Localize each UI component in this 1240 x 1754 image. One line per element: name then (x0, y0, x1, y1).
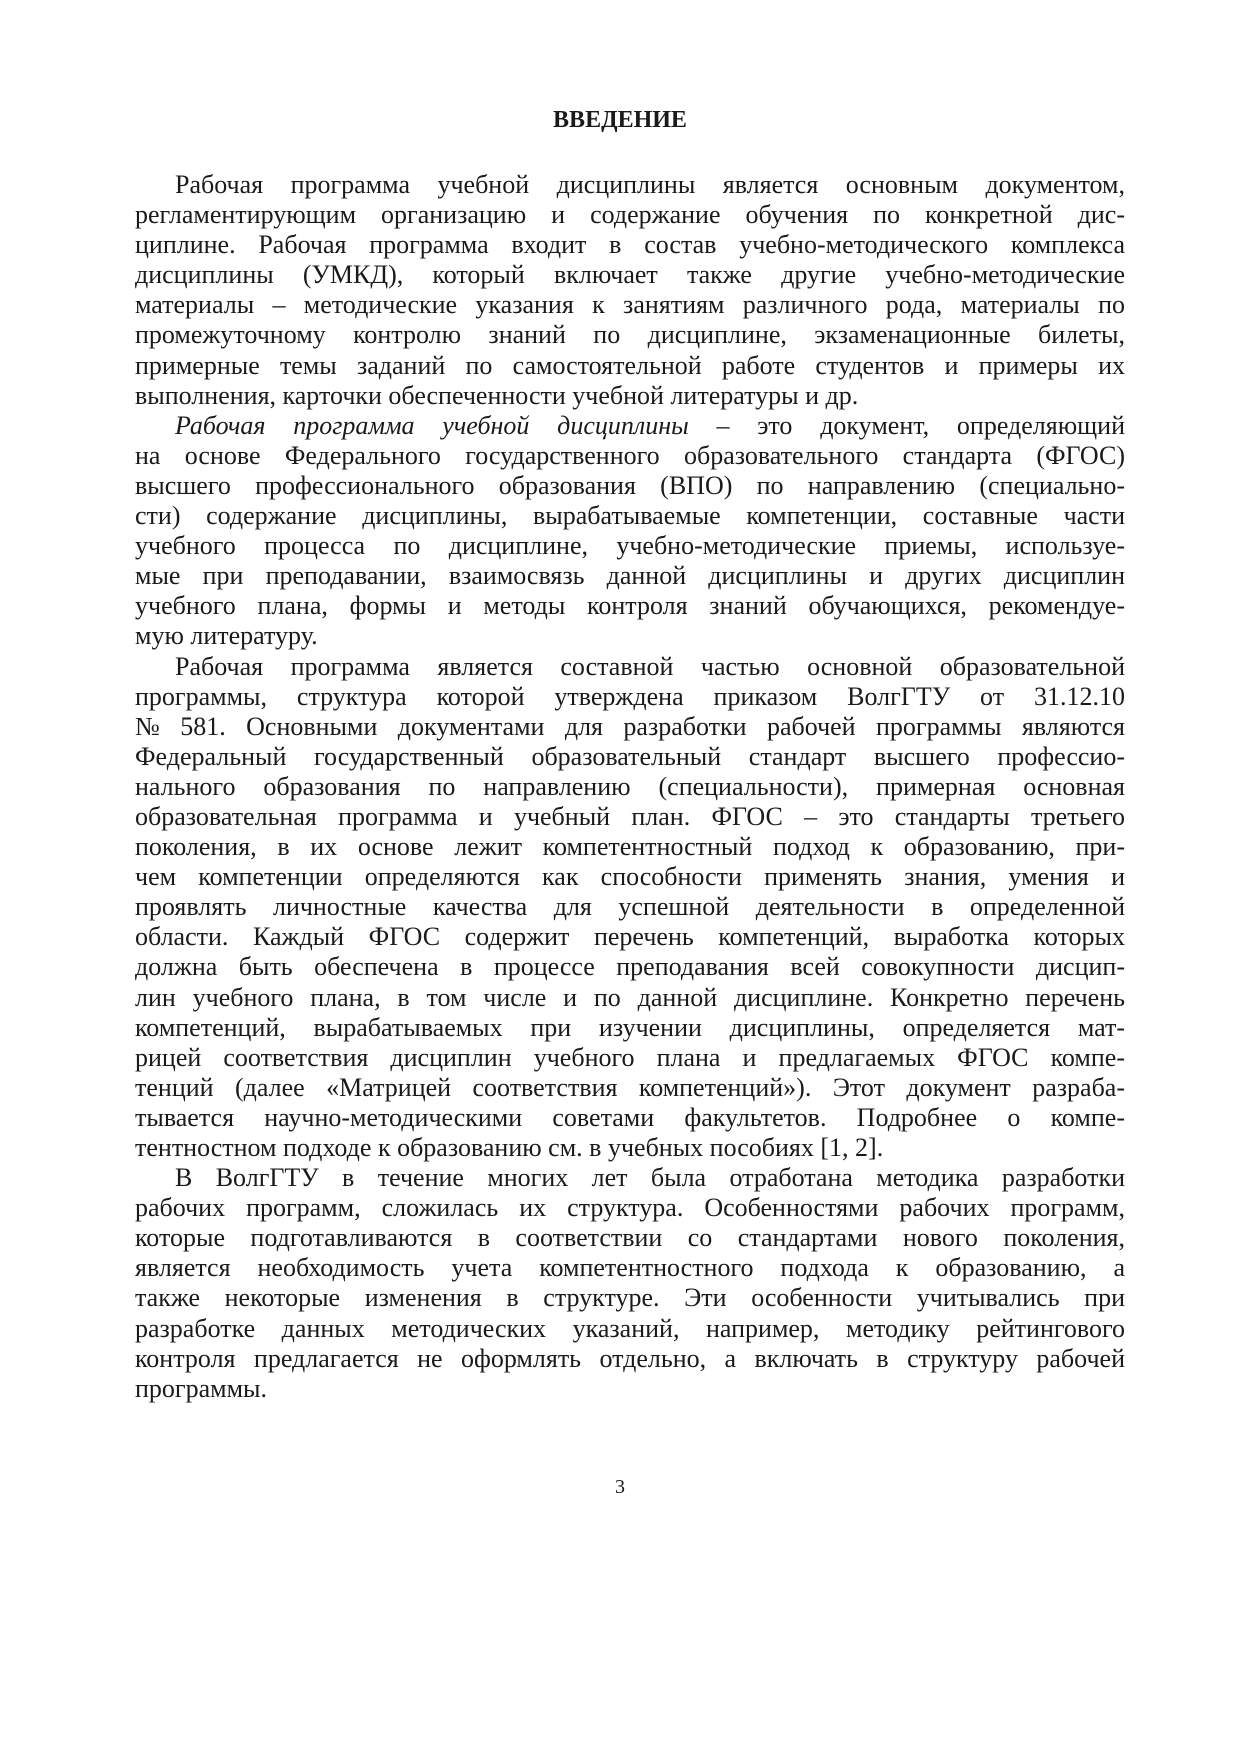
line-text: чем компетенции определяются как способности применять знания, умения и (135, 862, 1125, 892)
page-title: ВВЕДЕНИЕ (553, 107, 687, 133)
text-line (135, 351, 1125, 381)
text-line (135, 1253, 1125, 1283)
line-text: тывается научно-методическими советами факультетов. Подробнее о компе- (135, 1102, 1125, 1132)
line-text: поколения, в их основе лежит компетентностный подход к образованию, при- (135, 832, 1125, 862)
text-line (135, 712, 1125, 742)
line-text: мую литературу. (135, 621, 318, 651)
text-line (135, 260, 1125, 290)
line-text: материалы – методические указания к занятиям различного рода, материалы по (135, 290, 1125, 320)
text-line (135, 501, 1125, 531)
text-line (135, 922, 1125, 952)
text-line (135, 862, 1125, 892)
text-line (135, 591, 1125, 621)
line-text: выполнения, карточки обеспеченности учебной литературы и др. (135, 380, 859, 410)
line-text: рицей соответствия дисциплин учебного плана и предлагаемых ФГОС компе- (135, 1042, 1125, 1072)
line-text: мые при преподавании, взаимосвязь данной дисциплины и других дисциплин (135, 561, 1125, 591)
line-text: высшего профессионального образования (ВПО) по направлению (специально- (135, 470, 1125, 500)
text-line (135, 621, 1125, 651)
line-text: является необходимость учета компетентностного подхода к образованию, а (135, 1253, 1125, 1283)
line-text: программы. (135, 1373, 267, 1403)
text-line (135, 1223, 1125, 1253)
text-line (135, 772, 1125, 802)
line-text: образовательная программа и учебный план. ФГОС – это стандарты третьего (135, 801, 1125, 831)
line-text: компетенций, вырабатываемых при изучении дисциплины, определяется мат- (135, 1012, 1125, 1042)
text-line (135, 531, 1125, 561)
text-line (135, 170, 1125, 200)
text-line (135, 411, 1125, 441)
text-line (135, 1374, 1125, 1404)
text-line (135, 1163, 1125, 1193)
line-text: также некоторые изменения в структуре. Эти особенности учитывались при (135, 1283, 1125, 1313)
line-text: сти) содержание дисциплины, вырабатываемые компетенции, составные части (135, 501, 1125, 531)
line-text: на основе Федерального государственного образовательного стандарта (ФГОС) (135, 440, 1125, 470)
line-text: Рабочая программа учебной дисциплины является основным документом, (175, 170, 1125, 199)
line-text: В ВолгГТУ в течение многих лет была отработана методика разработки (175, 1163, 1125, 1193)
line-text: учебного процесса по дисциплине, учебно-методические приемы, используе- (135, 531, 1125, 561)
line-text: – это документ, определяющий (688, 410, 1126, 440)
text-line (135, 1013, 1125, 1043)
line-text: контроля предлагается не оформлять отдельно, а включать в структуру рабочей (135, 1343, 1125, 1373)
line-text: Федеральный государственный образовательный стандарт высшего профессио- (135, 741, 1125, 771)
page-number: 3 (615, 1476, 625, 1498)
text-line (135, 952, 1125, 982)
line-text: проявлять личностные качества для успешной деятельности в определенной (135, 892, 1125, 922)
line-text: должна быть обеспечена в процессе преподавания всей совокупности дисцип- (135, 952, 1125, 982)
text-line (135, 320, 1125, 350)
text-line (135, 1073, 1125, 1103)
text-line (135, 682, 1125, 712)
line-text: циплине. Рабочая программа входит в состав учебно-методического комплекса (135, 230, 1125, 260)
text-line (135, 802, 1125, 832)
text-line (135, 1283, 1125, 1313)
line-text: тенций (далее «Матрицей соответствия компетенций»). Этот документ разраба- (135, 1072, 1125, 1102)
text-line (135, 652, 1125, 682)
document-body (135, 170, 1125, 1404)
text-line (135, 1133, 1125, 1163)
line-text: примерные темы заданий по самостоятельной работе студентов и примеры их (135, 350, 1125, 380)
text-line (135, 200, 1125, 230)
text-line (135, 892, 1125, 922)
line-text: № 581. Основными документами для разработки рабочей программы являются (135, 711, 1125, 741)
text-line (135, 1193, 1125, 1223)
line-text: нального образования по направлению (специальности), примерная основная (135, 771, 1125, 801)
text-line (135, 561, 1125, 591)
line-text: лин учебного плана, в том числе и по данной дисциплине. Конкретно перечень (135, 982, 1125, 1012)
text-line (135, 983, 1125, 1013)
text-line (135, 742, 1125, 772)
text-line (135, 471, 1125, 501)
line-text: тентностном подходе к образованию см. в учебных пособиях [1, 2]. (135, 1133, 884, 1162)
text-line (135, 1103, 1125, 1133)
text-line (135, 230, 1125, 260)
line-text: рабочих программ, сложилась их структура. Особенностями рабочих программ, (135, 1193, 1125, 1223)
italic-term: Рабочая программа учебной дисциплины (175, 410, 689, 440)
line-text: Рабочая программа является составной частью основной образовательной (175, 651, 1125, 681)
text-line (135, 832, 1125, 862)
line-text: разработке данных методических указаний, например, методику рейтингового (135, 1313, 1125, 1343)
text-line (135, 381, 1125, 411)
line-text: дисциплины (УМКД), который включает также другие учебно-методические (135, 260, 1125, 290)
line-text: программы, структура которой утверждена приказом ВолгГТУ от 31.12.10 (135, 681, 1125, 711)
line-text: промежуточному контролю знаний по дисциплине, экзаменационные билеты, (135, 320, 1125, 350)
text-line (135, 441, 1125, 471)
line-text: учебного плана, формы и методы контроля знаний обучающихся, рекомендуе- (135, 591, 1125, 621)
text-line (135, 290, 1125, 320)
text-line (135, 1314, 1125, 1344)
text-line (135, 1344, 1125, 1374)
line-text: области. Каждый ФГОС содержит перечень компетенций, выработка которых (135, 922, 1125, 952)
line-text: которые подготавливаются в соответствии со стандартами нового поколения, (135, 1223, 1125, 1253)
text-line (135, 1043, 1125, 1073)
line-text: регламентирующим организацию и содержание обучения по конкретной дис- (135, 200, 1125, 230)
